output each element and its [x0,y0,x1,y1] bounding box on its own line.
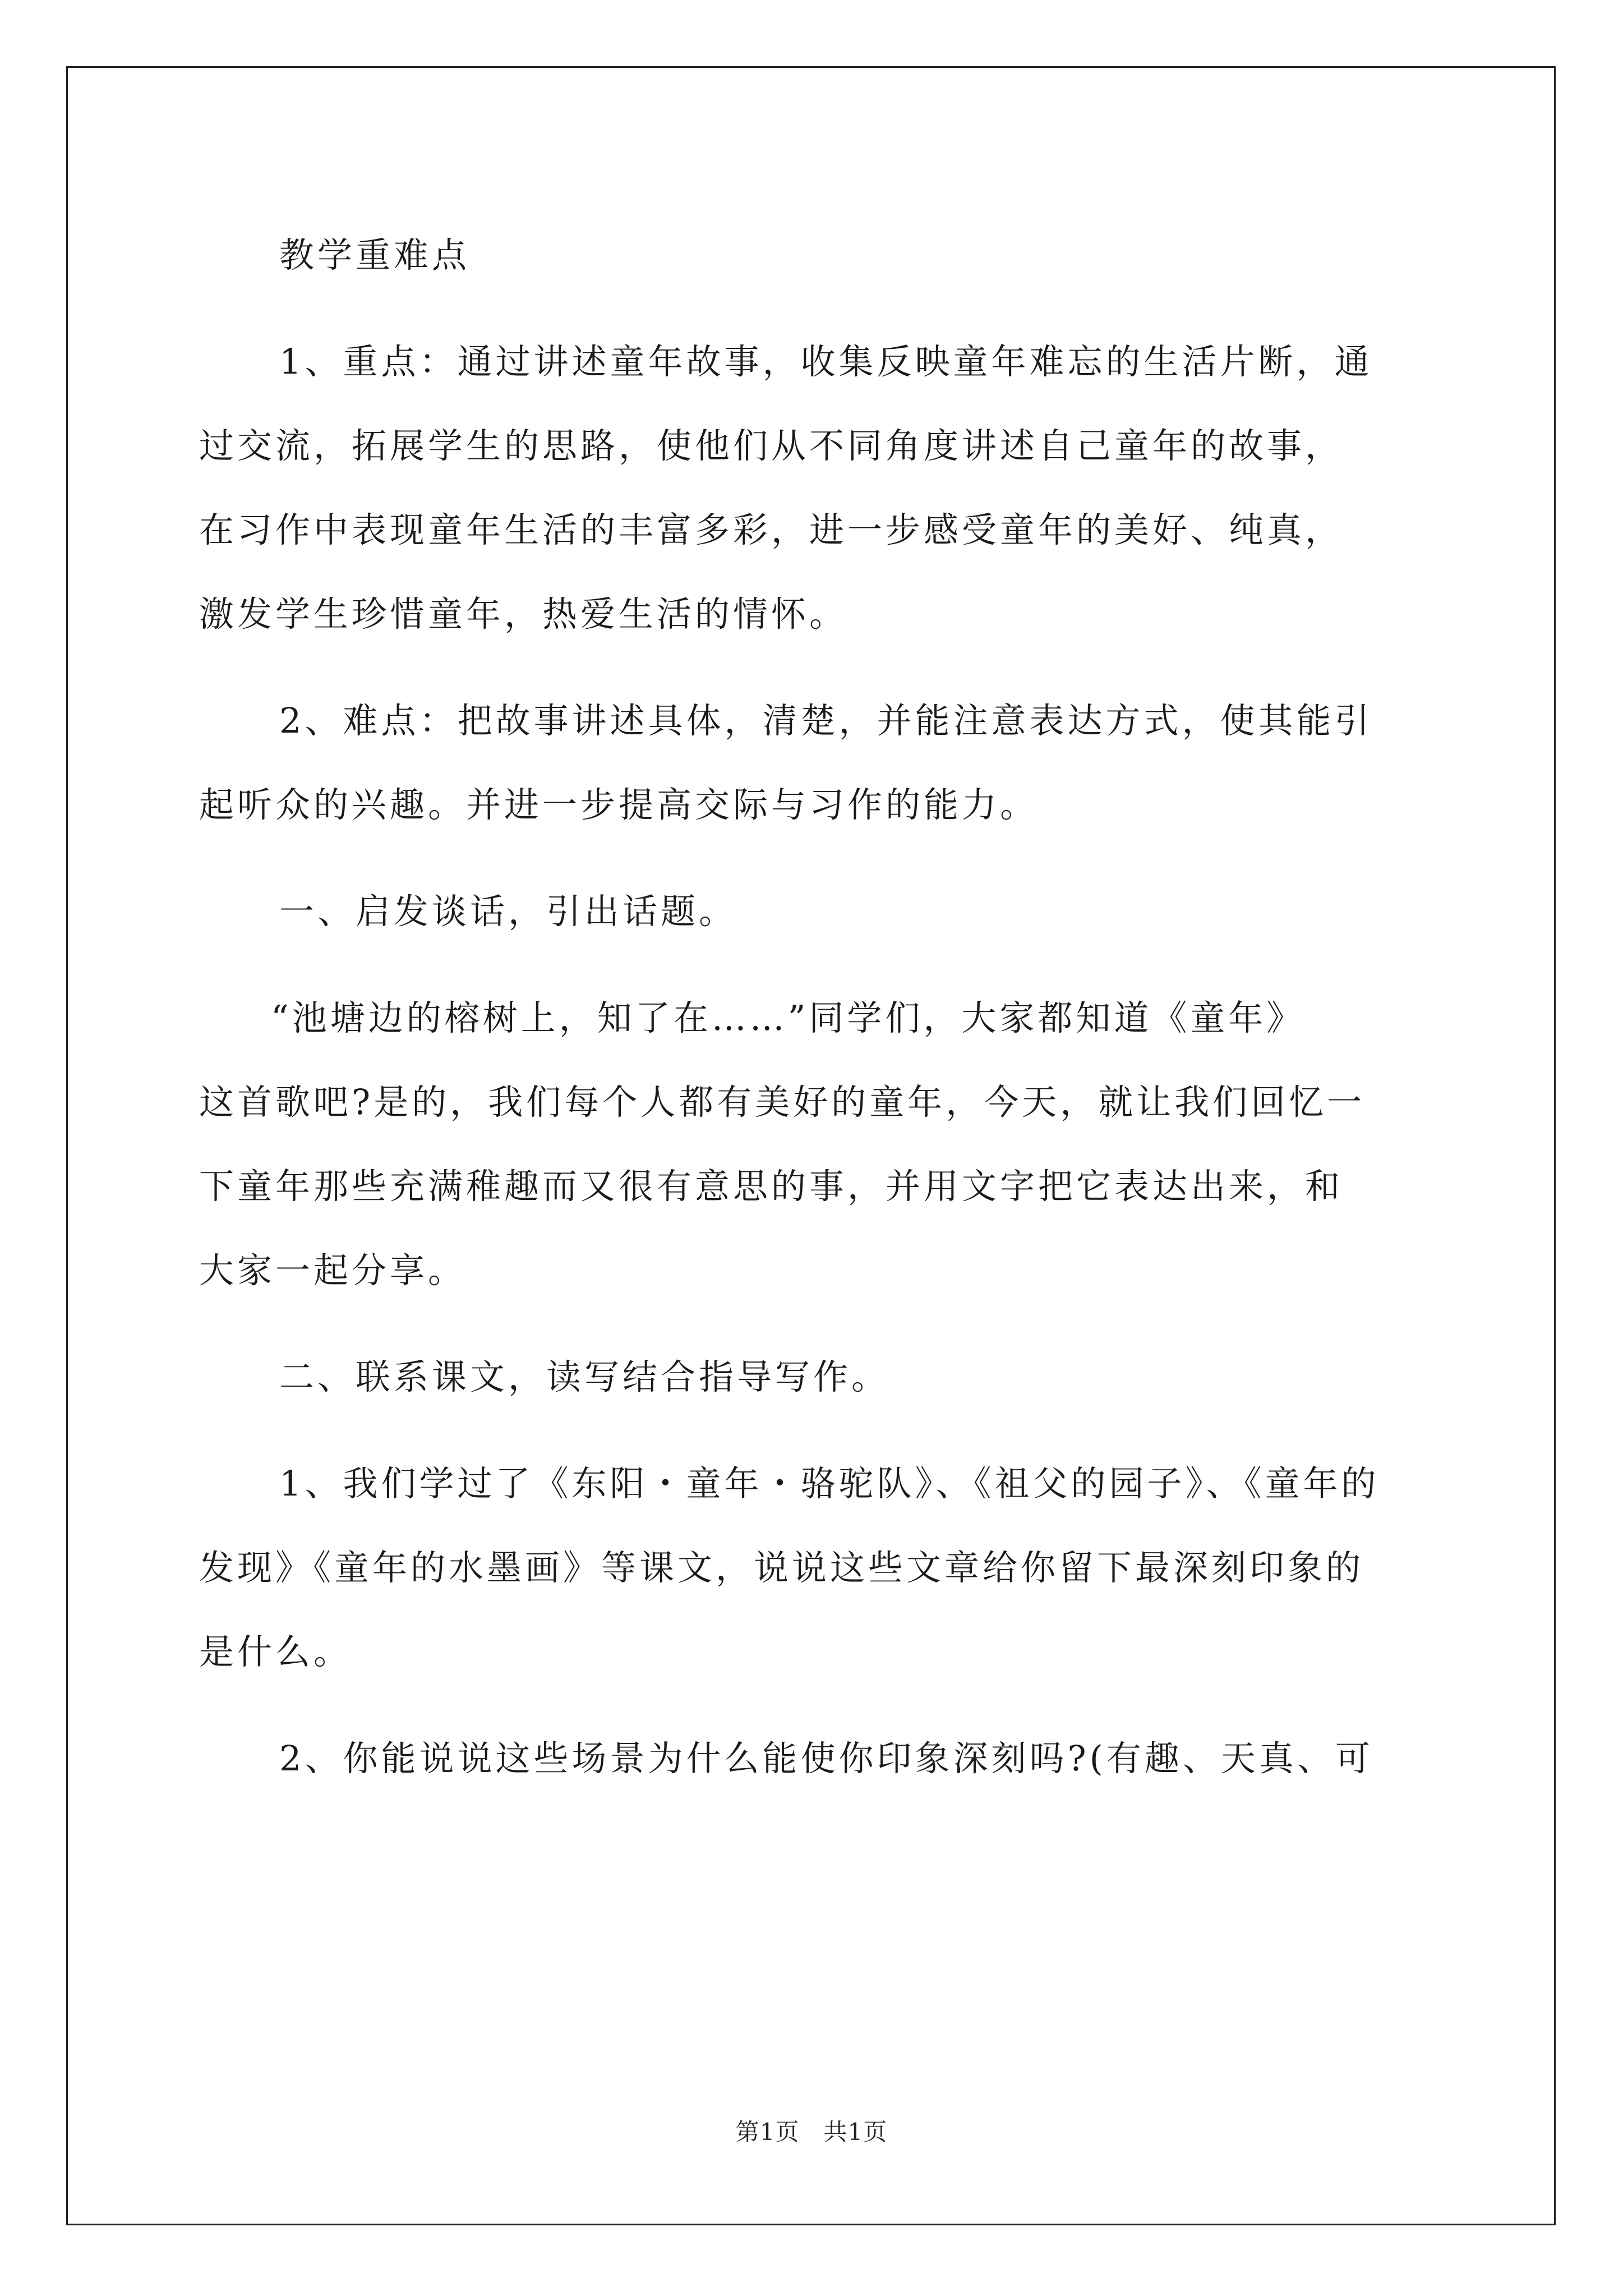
section-heading [199,1335,1427,1419]
document-body [199,213,1427,1801]
text-line: “池塘边的榕树上，知了在……”同学们，大家都知道《童年》 [271,997,1305,1038]
text-line: 2、你能说说这些场景为什么能使你印象深刻吗?(有趣、天真、可 [279,1738,1373,1779]
text-line: 2、难点：把故事讲述具体，清楚，并能注意表达方式，使其能引 [279,700,1373,741]
paragraph-key-points [199,320,1427,656]
text-line: 这首歌吧?是的，我们每个人都有美好的童年，今天，就让我们回忆一 [199,1082,1366,1122]
paragraph-difficulties [199,679,1427,847]
text-line: 发现》《童年的水墨画》等课文，说说这些文章给你留下最深刻印象的 [199,1547,1364,1588]
text-line: 一、启发谈话，引出话题。 [279,891,737,932]
text-line: 教学重难点 [279,234,471,275]
text-line: 二、联系课文，读写结合指导写作。 [279,1356,890,1397]
text-line: 1、重点：通过讲述童年故事，收集反映童年难忘的生活片断，通 [279,341,1373,382]
text-line: 在习作中表现童年生活的丰富多彩，进一步感受童年的美好、纯真， [199,509,1344,550]
text-line: 起听众的兴趣。并进一步提高交际与习作的能力。 [199,784,1039,825]
paragraph-lessons [199,1442,1427,1694]
text-line: 下童年那些充满稚趣而又很有意思的事，并用文字把它表达出来，和 [199,1166,1344,1207]
text-line: 1、我们学过了《东阳・童年・骆驼队》、《祖父的园子》、《童年的 [279,1463,1380,1504]
paragraph-intro-talk [199,976,1427,1313]
section-heading [199,869,1427,954]
text-line: 是什么。 [199,1631,352,1672]
paragraph-question [199,1717,1427,1801]
page-number: 第1页 共1页 [735,2118,888,2146]
text-line: 激发学生珍惜童年，热爱生活的情怀。 [199,593,848,634]
text-line: 大家一起分享。 [199,1250,467,1291]
section-heading [199,213,1427,297]
text-line: 过交流，拓展学生的思路，使他们从不同角度讲述自己童年的故事， [199,425,1344,466]
